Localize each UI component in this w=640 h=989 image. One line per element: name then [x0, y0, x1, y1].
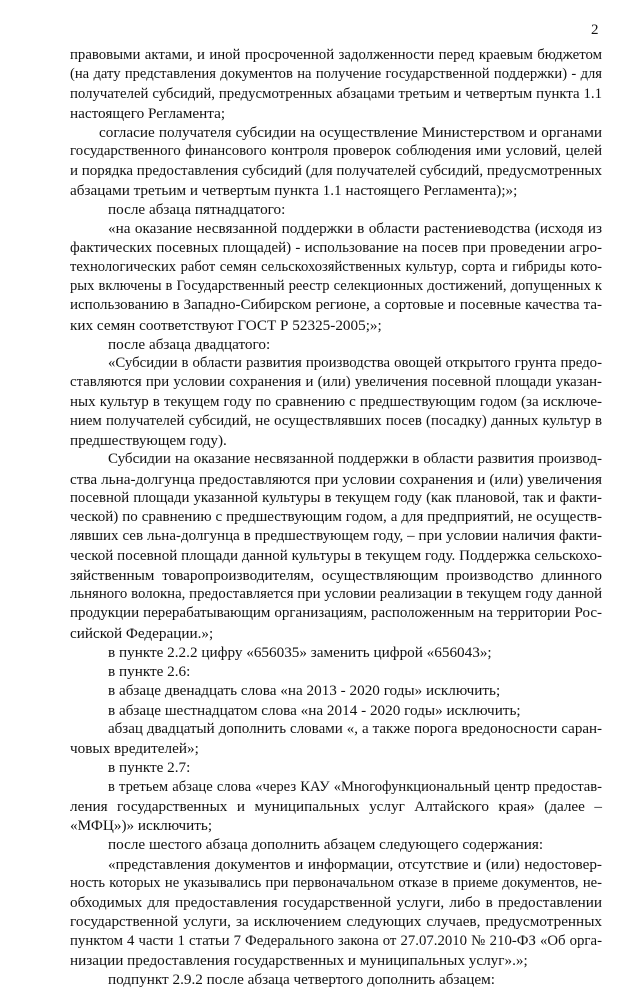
- text-line: предшествующем году).: [70, 432, 227, 449]
- text-line: согласие получателя субсидии на осуществление Министерством и органами: [99, 124, 602, 141]
- text-line: ставляются при условии сохранения и (или) увеличения посевной площади указан-: [70, 374, 602, 391]
- text-line: настоящего Регламента;: [70, 104, 226, 122]
- text-line: правовыми актами, и иной просроченной задолженности перед краевым бюджетом: [70, 47, 602, 63]
- text-line: фактических посевных площадей) - использование на посев при проведении агро-: [70, 239, 602, 256]
- text-line: ких семян соответствуют ГОСТ Р 52325-2005;»;: [70, 316, 382, 334]
- text-line: ства льна-долгунца предоставляются при условии сохранения и (или) увеличения: [70, 470, 602, 488]
- text-line: государственной услуги, за исключением следующих случаев, предусмотренных: [70, 913, 602, 931]
- text-line: после шестого абзаца дополнить абзацем следующего содержания:: [108, 836, 544, 854]
- text-line: посевной площади указанной культуры в текущем году (как плановой, так и факти-: [70, 489, 602, 506]
- text-line: ления государственных и муниципальных услуг Алтайского края» (далее –: [70, 797, 602, 815]
- text-line: човых вредителей»;: [70, 740, 199, 757]
- text-line: ческой) по сравнению с предшествующим годом, а для предприятий, не осуществ-: [70, 509, 602, 525]
- text-line: пунктом 4 части 1 статьи 7 Федерального закона от 27.07.2010 № 210-ФЗ «Об орга-: [70, 932, 602, 949]
- text-line: в третьем абзаце слова «через КАУ «Многофункциональный центр предостав-: [108, 778, 602, 795]
- text-line: после абзаца двадцатого:: [108, 335, 271, 353]
- text-line: в абзаце двенадцать слова «на 2013 - 2020 годы» исключить;: [108, 682, 501, 700]
- text-line: абзацами третьим и четвертым пункта 1.1 настоящего Регламента);»;: [70, 181, 518, 199]
- text-line: подпункт 2.9.2 после абзаца четвертого дополнить абзацем:: [108, 971, 495, 988]
- text-line: ных культур в текущем году по сравнению с предшествующим годом (за исключе-: [70, 393, 602, 410]
- text-line: Субсидии на оказание несвязанной поддержки в области развития производ-: [108, 451, 602, 468]
- text-line: рых включены в Государственный реестр селекционных достижений, допущенных к: [70, 278, 602, 294]
- text-line: «представления документов и информации, отсутствие и (или) недостовер-: [108, 855, 602, 873]
- text-line: нием получателей субсидий, не осуществлявших посев (посадку) данных культур в: [70, 412, 602, 429]
- text-line: и порядка предоставления субсидий (для получателей субсидий, предусмотренных: [70, 162, 602, 179]
- page-number: 2: [591, 22, 599, 38]
- text-line: государственного финансового контроля проверок соблюдения ими условий, целей: [70, 143, 602, 160]
- text-line: обходимых для предоставления государственной услуги, либо в предоставлении: [70, 894, 602, 911]
- text-line: в абзаце шестнадцатом слова «на 2014 - 2020 годы» исключить;: [108, 701, 521, 719]
- document-body: [70, 46, 602, 989]
- text-line: «на оказание несвязанной поддержки в области растениеводства (исходя из: [108, 220, 602, 238]
- text-line: ность которых не указывались при первоначальном отказе в приеме документов, не-: [70, 874, 602, 891]
- text-line: зяйственным товаропроизводителям, осуществляющим производство длинного: [70, 566, 602, 584]
- text-line: в пункте 2.2.2 цифру «656035» заменить цифрой «656043»;: [108, 643, 492, 661]
- text-line: низации предоставления государственных и муниципальных услуг».»;: [70, 951, 528, 969]
- text-line: сийской Федерации.»;: [70, 624, 214, 642]
- text-line: льняного волокна, предоставляется при условии реализации в текущем году данной: [70, 586, 602, 602]
- text-line: (на дату представления документов на получение государственной поддержки) - для: [70, 66, 602, 83]
- text-line: получателей субсидий, предусмотренных абзацами третьим и четвертым пункта 1.1: [70, 85, 602, 102]
- text-line: «Субсидии в области развития производства овощей открытого грунта предо-: [108, 355, 602, 371]
- text-line: лявших сев льна-долгунца в предшествующем году, – при условии наличия факти-: [70, 528, 602, 545]
- text-line: абзац двадцатый дополнить словами «, а также порога вредоносности саран-: [108, 720, 602, 737]
- text-line: в пункте 2.6:: [108, 663, 191, 680]
- text-line: после абзаца пятнадцатого:: [108, 201, 286, 218]
- text-line: использованию в Западно-Сибирском регионе, а сортовые и посевные качества та-: [70, 297, 602, 314]
- text-line: продукции перерабатывающим организациям, расположенным на территории Рос-: [70, 605, 602, 622]
- text-line: в пункте 2.7:: [108, 759, 191, 777]
- text-line: технологических работ семян сельскохозяйственных культур, сорта и гибриды кото-: [70, 258, 602, 275]
- text-line: ческой посевной площади данной культуры в текущем году. Поддержка сельскохо-: [70, 547, 602, 564]
- text-line: «МФЦ»)» исключить;: [70, 817, 213, 834]
